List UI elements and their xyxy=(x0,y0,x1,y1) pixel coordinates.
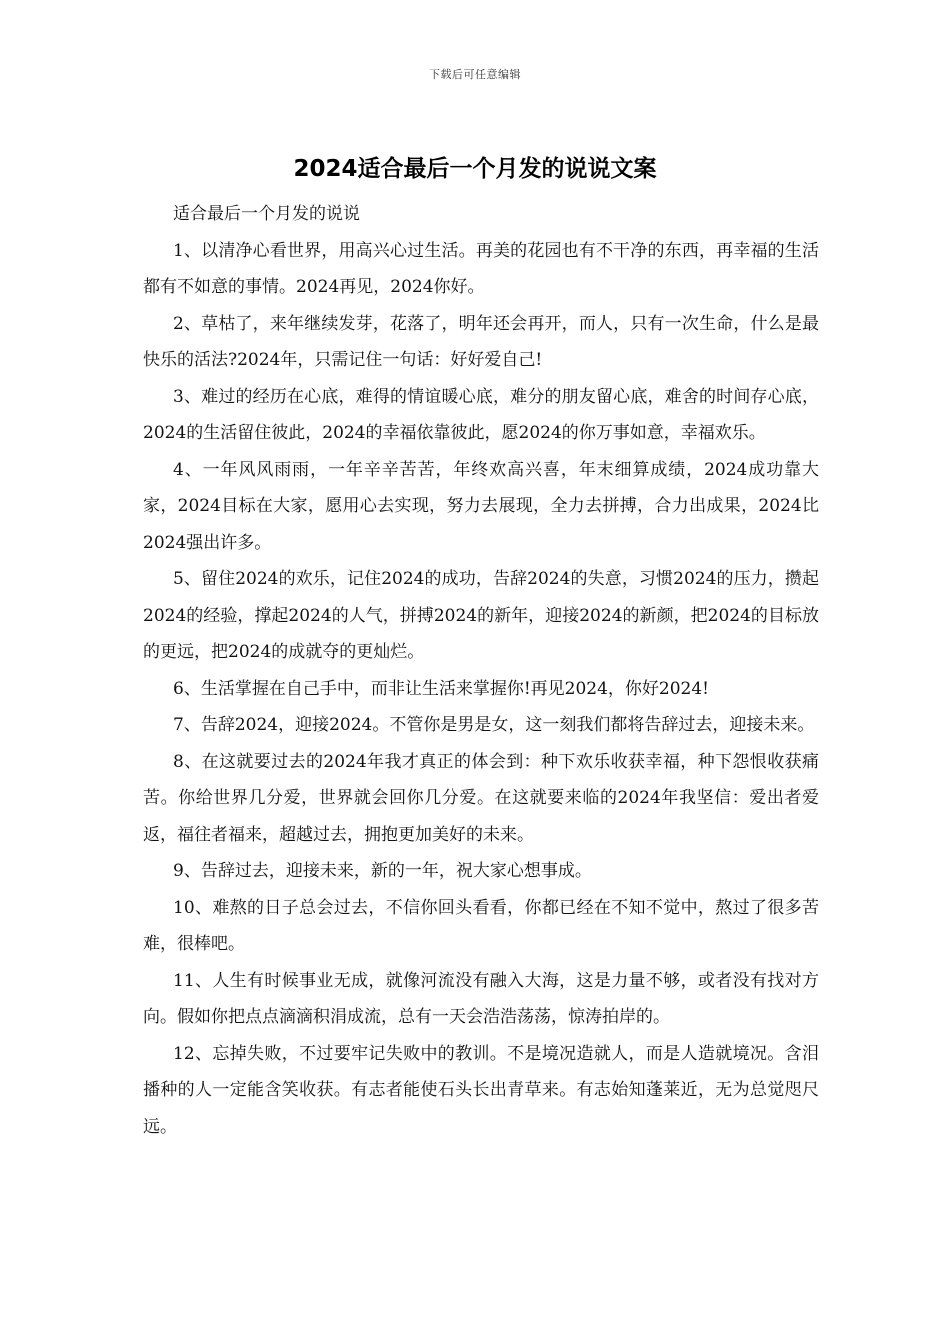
paragraph-1: 1、以清净心看世界，用高兴心过生活。再美的花园也有不干净的东西，再幸福的生活都有不如意的事情。2024再见，2024你好。 xyxy=(143,240,819,297)
document-body xyxy=(143,196,819,1145)
paragraph-12: 12、忘掉失败，不过要牢记失败中的教训。不是境况造就人，而是人造就境况。含泪播种的人一定能含笑收获。有志者能使石头长出青草来。有志始知蓬莱近，无为总觉咫尺远。 xyxy=(143,1043,819,1137)
paragraph-5: 5、留住2024的欢乐，记住2024的成功，告辞2024的失意，习惯2024的压力，攒起2024的经验，撑起2024的人气，拼搏2024的新年，迎接2024的新颜，把2024的目标放的更远，把2024的成就夺的更灿烂。 xyxy=(143,569,819,662)
paragraph-6: 6、生活掌握在自己手中，而非让生活来掌握你!再见2024，你好2024! xyxy=(173,678,710,699)
paragraph-3: 3、难过的经历在心底，难得的情谊暖心底，难分的朋友留心底，难舍的时间存心底，2024的生活留住彼此，2024的幸福依靠彼此，愿2024的你万事如意，幸福欢乐。 xyxy=(143,386,819,443)
paragraph-2: 2、草枯了，来年继续发芽，花落了，明年还会再开，而人，只有一次生命，什么是最快乐的活法?2024年，只需记住一句话：好好爱自己! xyxy=(143,313,819,370)
document-title: 2024适合最后一个月发的说说文案 xyxy=(293,156,657,182)
paragraph-10: 10、难熬的日子总会过去，不信你回头看看，你都已经在不知不觉中，熬过了很多苦难，很棒吧。 xyxy=(143,897,819,954)
paragraph-11: 11、人生有时候事业无成，就像河流没有融入大海，这是力量不够，或者没有找对方向。假如你把点点滴滴积涓成流，总有一天会浩浩荡荡，惊涛拍岸的。 xyxy=(143,970,819,1027)
paragraph-9: 9、告辞过去，迎接未来，新的一年，祝大家心想事成。 xyxy=(173,861,592,881)
subtitle: 适合最后一个月发的说说 xyxy=(173,204,360,224)
paragraph-7: 7、告辞2024，迎接2024。不管你是男是女，这一刻我们都将告辞过去，迎接未来。 xyxy=(173,715,815,735)
paragraph-8: 8、在这就要过去的2024年我才真正的体会到：种下欢乐收获幸福，种下怨恨收获痛苦。你给世界几分爱，世界就会回你几分爱。在这就要来临的2024年我坚信：爱出者爱返，福往者福来，超越过去，拥抱更加美好的未来。 xyxy=(143,751,819,845)
header-note: 下载后可任意编辑 xyxy=(429,68,521,81)
paragraph-4: 4、一年风风雨雨，一年辛辛苦苦，年终欢高兴喜，年末细算成绩，2024成功靠大家，2024目标在大家，愿用心去实现，努力去展现，全力去拼搏，合力出成果，2024比2024强出许多。 xyxy=(143,459,819,553)
